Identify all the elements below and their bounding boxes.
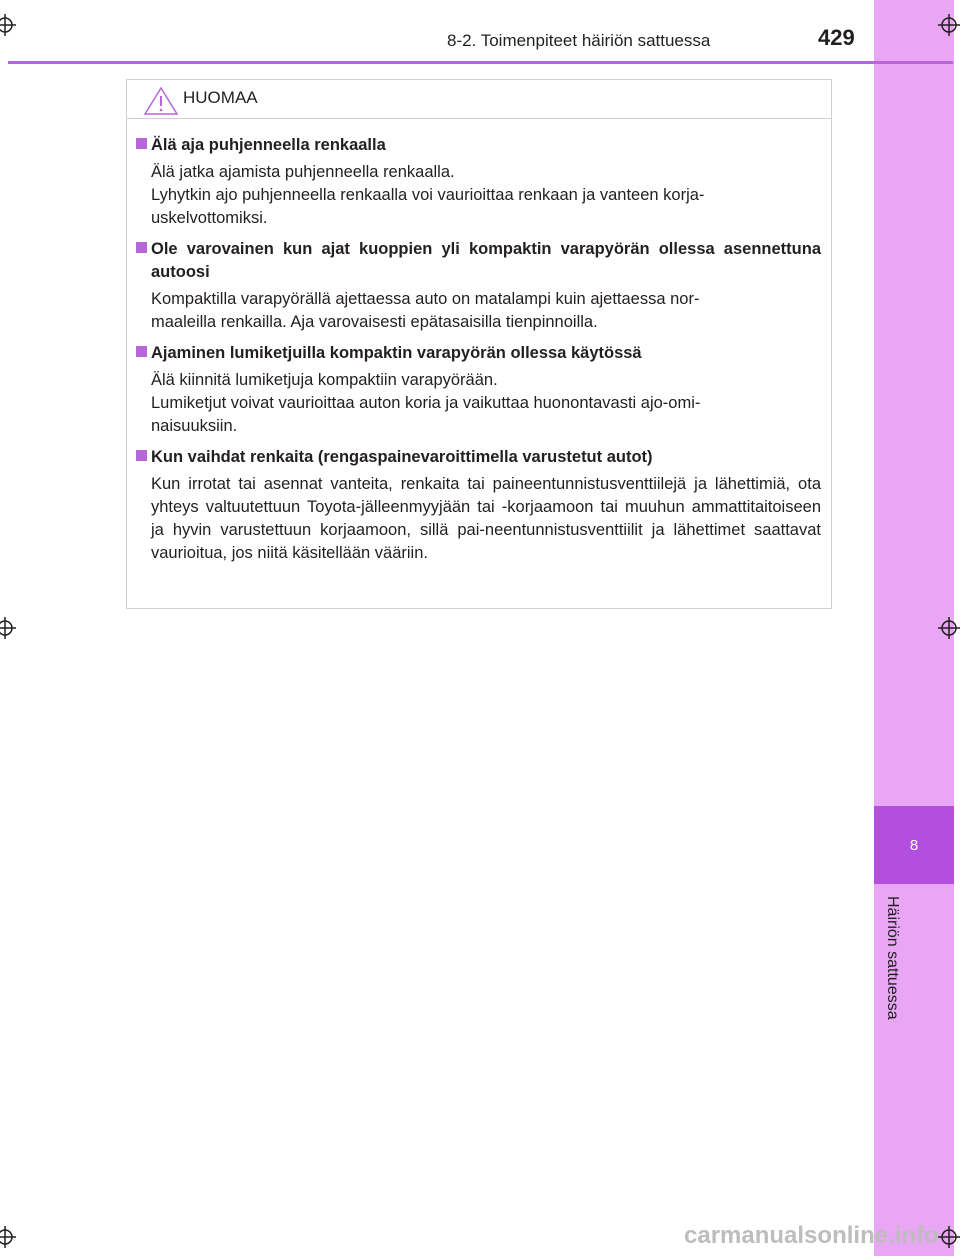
section-text: Kun irrotat tai asennat vanteita, renkaita tai paineentunnistusventtiilejä ja lähettimiä, ota yhteys valtuutettuun Toyota-jälleenmyyjään tai -korjaamoon tai muuhun ammattitaitoiseen ja hyvin varustettuun korjaamoon, sillä pai-neentunnistusventtiilit ja lähettimet saattavat vaurioitua, jos niitä käsitellään vääriin. bbox=[151, 475, 821, 562]
section-title: Kun vaihdat renkaita (rengaspainevaroittimella varustetut autot) bbox=[151, 448, 653, 466]
registration-mark-icon bbox=[938, 14, 960, 36]
square-bullet-icon bbox=[136, 450, 147, 461]
notice-section bbox=[127, 342, 831, 438]
warning-triangle-icon bbox=[143, 86, 179, 116]
notice-section bbox=[127, 238, 831, 334]
square-bullet-icon bbox=[136, 138, 147, 149]
registration-mark-icon bbox=[938, 617, 960, 639]
notice-section bbox=[127, 446, 831, 565]
header-title: 8-2. Toimenpiteet häiriön sattuessa bbox=[447, 31, 711, 50]
registration-mark-icon bbox=[0, 617, 16, 639]
chapter-box bbox=[874, 806, 954, 884]
section-text: Älä kiinnitä lumiketjuja kompaktiin varapyörään. Lumiketjut voivat vaurioittaa auton koria ja vaikuttaa huonontavasti ajo-omi- naisuuksiin. bbox=[151, 371, 701, 435]
notice-title: HUOMAA bbox=[183, 88, 258, 107]
square-bullet-icon bbox=[136, 346, 147, 357]
notice-body bbox=[127, 134, 831, 573]
registration-mark-icon bbox=[0, 1226, 16, 1248]
watermark: carmanualsonline.info bbox=[684, 1222, 939, 1249]
section-text: Kompaktilla varapyörällä ajettaessa auto on matalampi kuin ajettaessa nor- maaleilla renkailla. Aja varovaisesti epätasaisilla tienpinnoilla. bbox=[151, 290, 700, 331]
header-rule bbox=[8, 61, 953, 64]
chapter-number: 8 bbox=[909, 836, 919, 854]
section-text: Älä jatka ajamista puhjenneella renkaalla. Lyhytkin ajo puhjenneella renkaalla voi vaurioittaa renkaan ja vanteen korja- uskelvottomiksi. bbox=[151, 163, 705, 227]
notice-section bbox=[127, 134, 831, 230]
notice-header bbox=[127, 80, 831, 119]
registration-mark-icon bbox=[0, 14, 16, 36]
page-number: 429 bbox=[818, 25, 855, 50]
registration-mark-icon bbox=[938, 1226, 960, 1248]
notice-box bbox=[126, 79, 832, 609]
side-label: Häiriön sattuessa bbox=[884, 896, 901, 1020]
square-bullet-icon bbox=[136, 242, 147, 253]
section-title: Ajaminen lumiketjuilla kompaktin varapyörän ollessa käytössä bbox=[151, 344, 642, 362]
section-title: Ole varovainen kun ajat kuoppien yli kompaktin varapyörän ollessa asennettuna autoosi bbox=[151, 240, 821, 281]
section-title: Älä aja puhjenneella renkaalla bbox=[151, 136, 386, 154]
